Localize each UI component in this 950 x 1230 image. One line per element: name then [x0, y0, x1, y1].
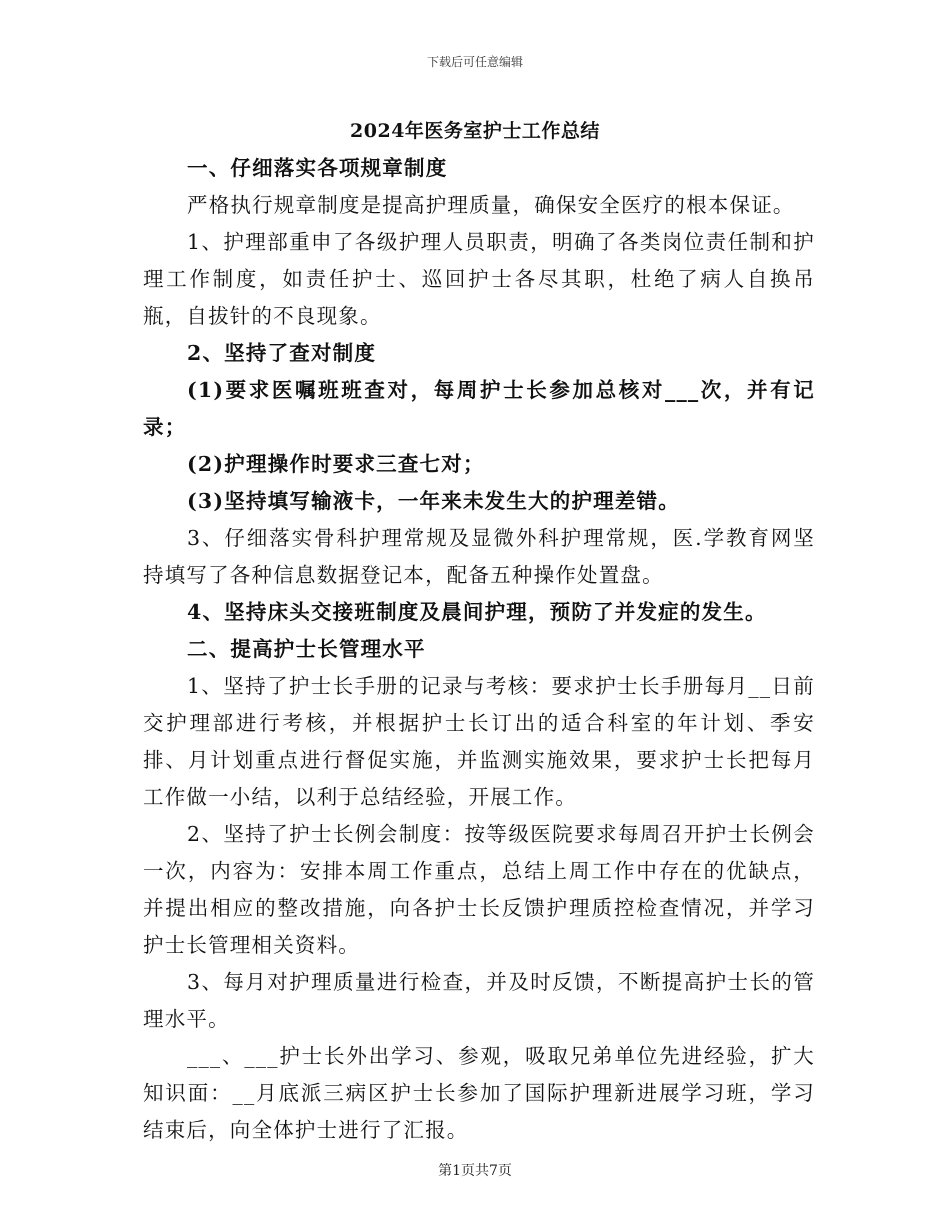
list-item: (3)坚持填写输液卡，一年来未发生大的护理差错。 [187, 489, 680, 513]
subheading: 4、坚持床头交接班制度及晨间护理，预防了并发症的发生。 [187, 600, 767, 624]
paragraph: 1、护理部重申了各级护理人员职责，明确了各类岗位责任制和护理工作制度，如责任护士、巡回护士各尽其职，杜绝了病人自换吊瓶，自拔针的不良现象。 [143, 230, 815, 328]
paragraph: 1、坚持了护士长手册的记录与考核：要求护士长手册每月__日前交护理部进行考核，并根据护士长订出的适合科室的年计划、季安排、月计划重点进行督促实施，并监测实施效果，要求护士长把每月工作做一小结，以利于总结经验，开展工作。 [143, 674, 815, 809]
paragraph: ___、___护士长外出学习、参观，吸取兄弟单位先进经验，扩大知识面：__月底派三病区护士长参加了国际护理新进展学习班，学习结束后，向全体护士进行了汇报。 [143, 1044, 815, 1142]
paragraph: 2、坚持了护士长例会制度：按等级医院要求每周召开护士长例会一次，内容为：安排本周工作重点，总结上周工作中存在的优缺点，并提出相应的整改措施，向各护士长反馈护理质控检查情况，并学习护士长管理相关资料。 [143, 822, 815, 957]
paragraph: 严格执行规章制度是提高护理质量，确保安全医疗的根本保证。 [187, 193, 795, 217]
document-body [143, 150, 815, 1149]
section-heading-1: 一、仔细落实各项规章制度 [187, 156, 448, 180]
section-heading-2: 二、提高护士长管理水平 [187, 637, 426, 661]
list-item: (2)护理操作时要求三查七对； [187, 452, 485, 476]
subheading: 2、坚持了查对制度 [187, 341, 377, 365]
paragraph: 3、仔细落实骨科护理常规及显微外科护理常规，医.学教育网坚持填写了各种信息数据登记本，配备五种操作处置盘。 [143, 526, 815, 587]
document-title: 2024年医务室护士工作总结 [350, 120, 600, 142]
page-footer: 第1页共7页 [438, 1163, 512, 1179]
list-item: (1)要求医嘱班班查对，每周护士长参加总核对___次，并有记录； [143, 378, 815, 439]
paragraph: 3、每月对护理质量进行检查，并及时反馈，不断提高护士长的管理水平。 [143, 970, 815, 1031]
header-note: 下载后可任意编辑 [426, 55, 523, 69]
